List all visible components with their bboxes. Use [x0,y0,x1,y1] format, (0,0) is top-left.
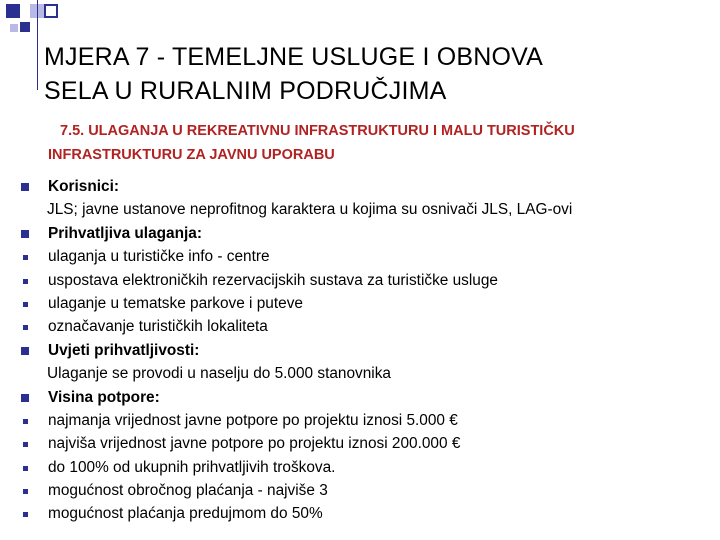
slide-title-line-1: MJERA 7 - TEMELJNE USLUGE I OBNOVA [44,43,544,71]
slide-title-line-2: SELA U RURALNIM PODRUČJIMA [44,77,447,105]
list-item-heading: Visina potpore: [48,388,160,406]
square-bullet-icon [21,394,29,402]
list-item-text: uspostava elektroničkih rezervacijskih sustava za turističke usluge [48,271,498,289]
square-bullet-icon [21,230,29,238]
list-item [20,315,710,338]
square-bullet-icon [21,347,29,355]
small-square-bullet-icon [23,489,28,494]
list-item [20,339,710,362]
list-item-text: mogućnost obročnog plaćanja - najviše 3 [48,482,328,500]
list-item [20,222,710,245]
section-subtitle-line-2: INFRASTRUKTURU ZA JAVNU UPORABU [48,147,335,163]
list-item-text: označavanje turističkih lokaliteta [48,318,268,336]
small-square-bullet-icon [23,302,28,307]
list-item [20,269,710,292]
list-item-text: ulaganja u turističke info - centre [48,248,270,266]
bullet-list [20,175,710,526]
list-item-text: mogućnost plaćanja predujmom do 50% [48,505,323,523]
list-item-text: do 100% od ukupnih prihvatljivih troškova. [48,458,336,476]
small-square-bullet-icon [23,512,28,517]
list-item [20,502,710,525]
small-square-bullet-icon [23,419,28,424]
list-item-heading: Korisnici: [48,178,119,195]
title-vertical-rule [37,0,38,90]
small-square-bullet-icon [23,466,28,471]
list-item-text: najviša vrijednost javne potpore po projektu iznosi 200.000 € [48,435,461,453]
list-item-text: najmanja vrijednost javne potpore po projektu iznosi 5.000 € [48,411,458,429]
slide-title [44,40,684,108]
list-item [20,432,710,455]
small-square-bullet-icon [23,279,28,284]
list-item-text: ulaganje u tematske parkove i puteve [48,294,303,312]
list-item [20,362,710,385]
section-subtitle [48,119,708,167]
decor-square-navy-small [20,22,30,32]
list-item [20,409,710,432]
small-square-bullet-icon [23,255,28,260]
list-item-text: Ulaganje se provodi u naselju do 5.000 stanovnika [47,365,391,383]
list-item-heading: Prihvatljiva ulaganja: [48,224,202,242]
decor-square-navy [6,4,20,18]
list-item [20,245,710,268]
square-bullet-icon [21,183,29,191]
list-item [20,175,710,198]
list-item [20,479,710,502]
decor-square-lavender-small [10,24,18,32]
list-item [20,198,710,221]
small-square-bullet-icon [23,325,28,330]
list-item [20,456,710,479]
section-subtitle-line-1: 7.5. ULAGANJA U REKREATIVNU INFRASTRUKTURU I MALU TURISTIČKU [60,123,575,139]
list-item-text: JLS; javne ustanove neprofitnog karaktera u kojima su osnivači JLS, LAG-ovi [47,201,573,219]
list-item [20,386,710,409]
list-item [20,292,710,315]
decor-square-outline [44,4,58,18]
small-square-bullet-icon [23,442,28,447]
list-item-heading: Uvjeti prihvatljivosti: [48,341,200,359]
